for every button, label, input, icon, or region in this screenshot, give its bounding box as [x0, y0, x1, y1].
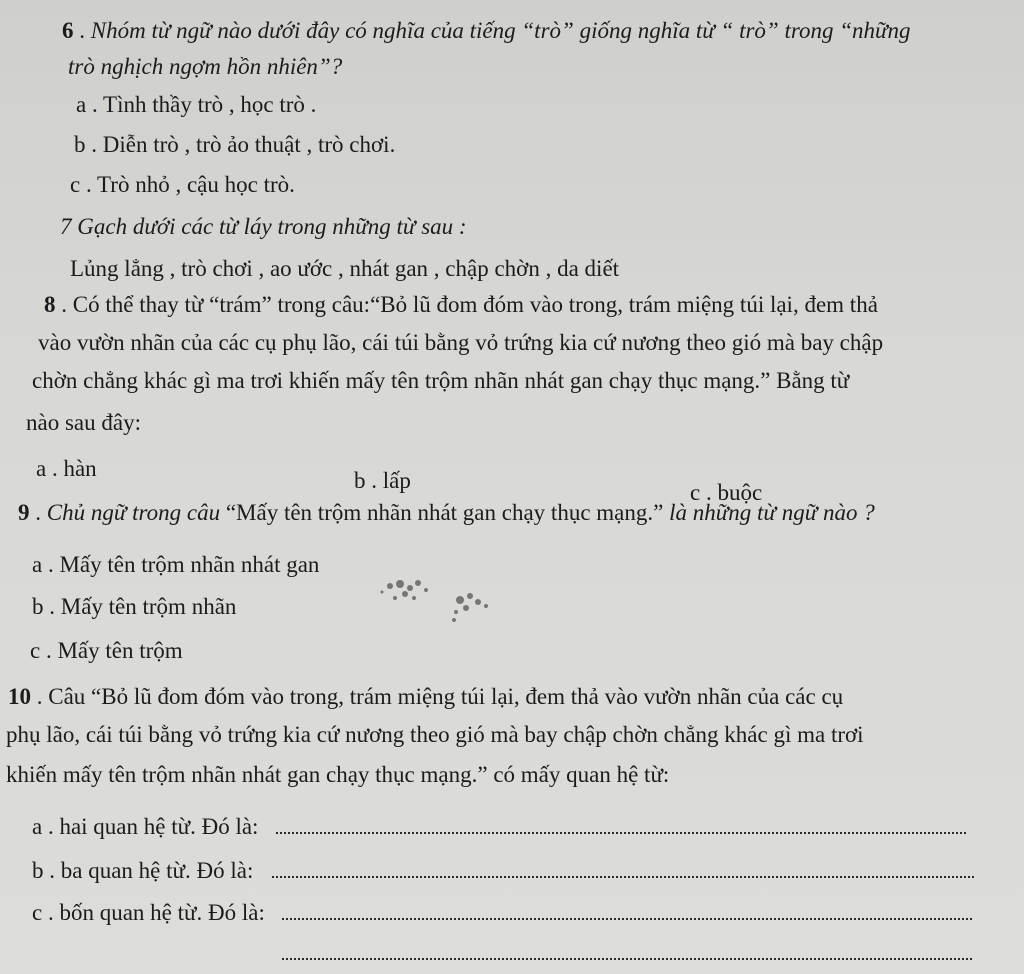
q9-quote: “Mấy tên trộm nhãn nhát gan chạy thục mạng.” [225, 500, 670, 525]
q6-text-line1: Nhóm từ ngữ nào dưới đây có nghĩa của tiếng “trò” giống nghĩa từ “ trò” trong “những [90, 18, 911, 43]
q10-option-b: b . ba quan hệ từ. Đó là: [32, 858, 254, 883]
q10-answer-line-c [282, 916, 972, 920]
q10-number: 10 [8, 684, 31, 709]
q10-line1 [8, 682, 843, 712]
q8-sep: . [55, 292, 73, 317]
q10-sep: . [31, 684, 49, 709]
q8-number: 8 [44, 292, 56, 317]
q8-text-line3: chờn chẳng khác gì ma trơi khiến mấy tên trộm nhãn nhát gan chạy thục mạng.” Bằng từ [32, 368, 850, 393]
q10-text-line2: phụ lão, cái túi bằng vỏ trứng kia cứ nương theo gió mà bay chập chờn chẳng khác gì ma trơi [6, 722, 864, 747]
q6-option-a: a . Tình thầy trò , học trò . [76, 92, 317, 117]
q9-option-c: c . Mấy tên trộm [30, 638, 183, 663]
q9-number: 9 [18, 500, 30, 525]
q10-text-line3: khiến mấy tên trộm nhãn nhát gan chạy thục mạng.” có mấy quan hệ từ: [6, 762, 670, 787]
q7-title: 7 Gạch dưới các từ láy trong những từ sau : [60, 214, 467, 239]
q9-sep: . [29, 500, 47, 525]
q10-text-line1: Câu “Bỏ lũ đom đóm vào trong, trám miệng túi lại, đem thả vào vườn nhãn của các cụ [48, 684, 844, 709]
q6-sep: . [73, 18, 91, 43]
q9-prefix: Chủ ngữ trong câu [46, 500, 226, 525]
q8-option-a: a . hàn [36, 456, 97, 481]
q8-text-line4: nào sau đây: [26, 410, 141, 435]
q8-line1 [44, 290, 878, 320]
q8-option-c: c . buộc [690, 480, 763, 505]
q7-words: Lủng lẳng , trò chơi , ao ước , nhát gan , chập chờn , da diết [70, 256, 620, 281]
q8-text-line1: Có thể thay từ “trám” trong câu:“Bỏ lũ đom đóm vào trong, trám miệng túi lại, đem thả [72, 292, 878, 317]
ink-smudge-icon [370, 572, 510, 632]
q10-answer-line-a [276, 830, 966, 834]
q10-answer-line-b [272, 874, 974, 878]
q10-option-c: c . bốn quan hệ từ. Đó là: [32, 900, 265, 925]
q6-number: 6 [62, 18, 74, 43]
q10-option-a: a . hai quan hệ từ. Đó là: [32, 814, 259, 839]
q6-option-b: b . Diễn trò , trò ảo thuật , trò chơi. [74, 132, 396, 157]
q9-option-a: a . Mấy tên trộm nhãn nhát gan [32, 552, 320, 577]
q6-option-c: c . Trò nhỏ , cậu học trò. [70, 172, 295, 197]
q10-answer-line-extra [282, 956, 972, 960]
q9-option-b: b . Mấy tên trộm nhãn [32, 594, 237, 619]
q6-text-line2: trò nghịch ngợm hồn nhiên”? [68, 54, 343, 79]
q9-suffix: là những từ ngữ nào ? [669, 500, 875, 525]
q8-text-line2: vào vườn nhãn của các cụ phụ lão, cái túi bằng vỏ trứng kia cứ nương theo gió mà bay chập [38, 330, 884, 355]
q8-option-b: b . lấp [354, 468, 411, 493]
q6-line1 [62, 16, 911, 46]
q9-line1 [18, 498, 875, 528]
